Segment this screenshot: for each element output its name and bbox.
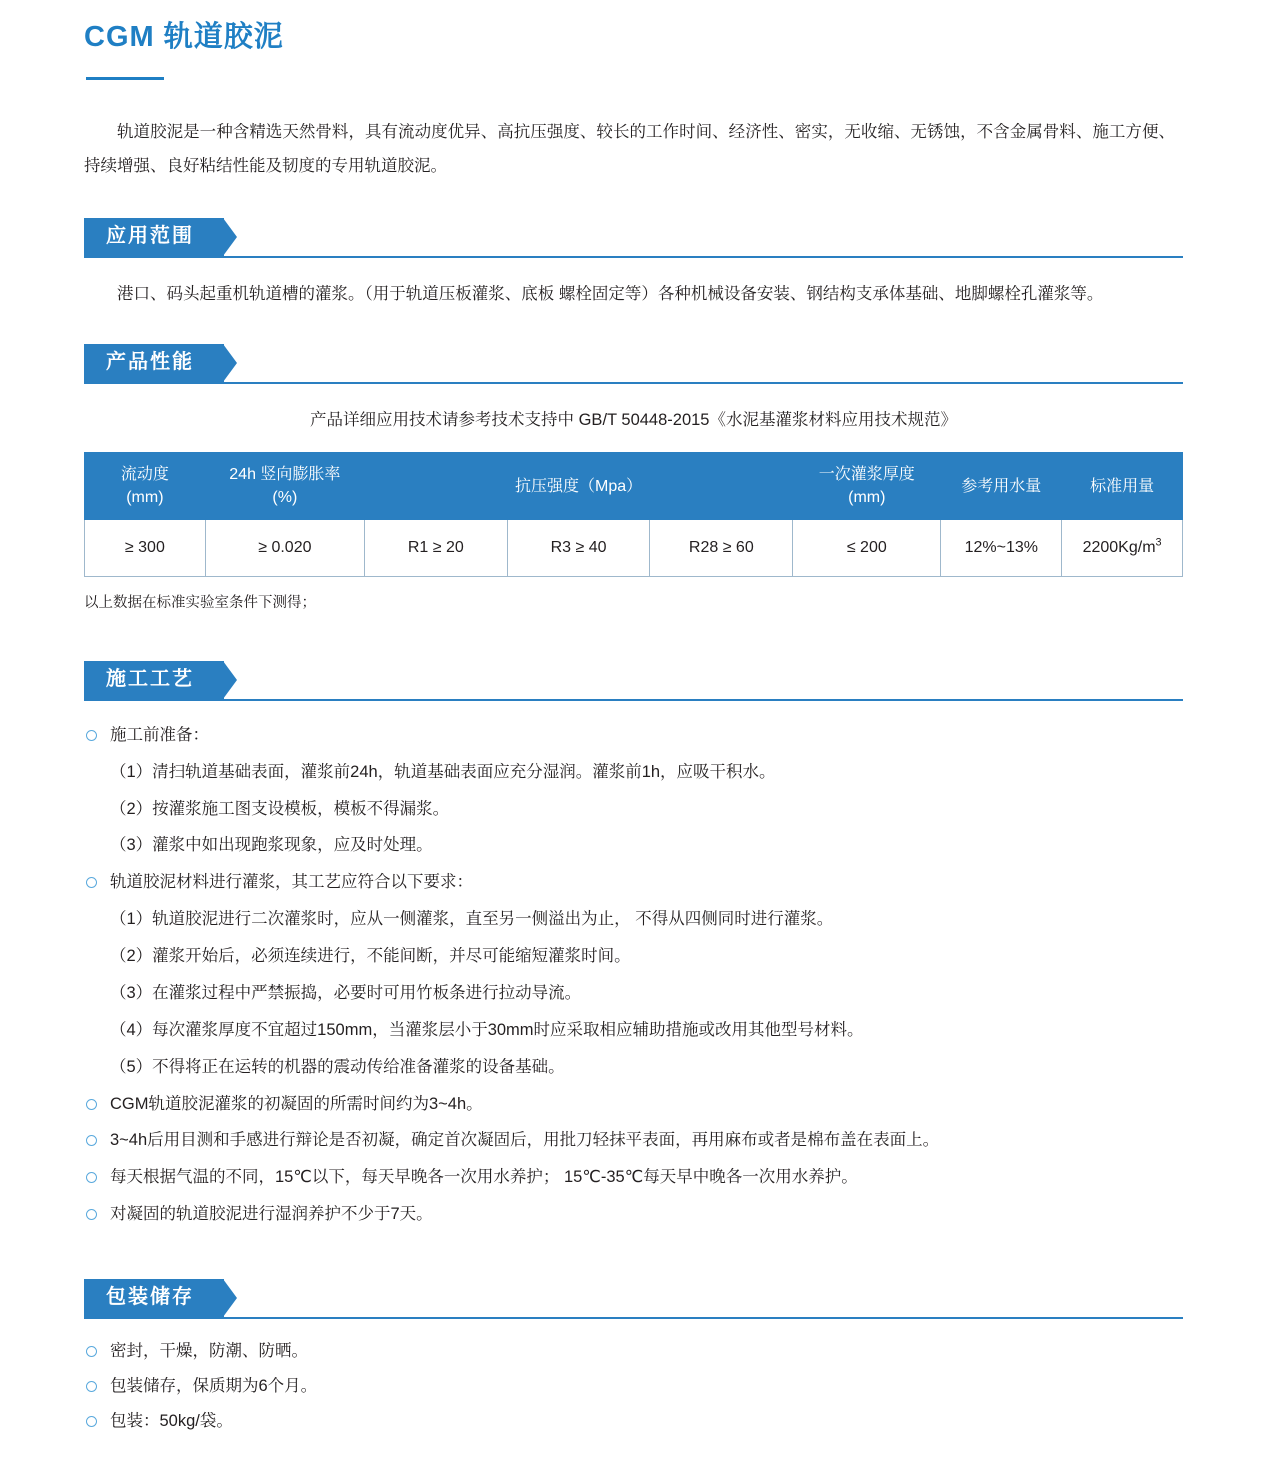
cell-water: 12%~13% (941, 520, 1062, 576)
list-item: （2）按灌浆施工图支设模板，模板不得漏浆。 (110, 799, 450, 818)
col-dosage: 标准用量 (1062, 452, 1183, 519)
section-performance-header (84, 344, 1183, 382)
page-title: CGM 轨道胶泥 (84, 21, 284, 53)
list-item: 包装：50kg/袋。 (84, 1407, 1183, 1436)
list-item: 3~4h后用目测和手感进行辩论是否初凝，确定首次凝固后，用批刀轻抹平表面，再用麻布或者是棉布盖在表面上。 (84, 1126, 1183, 1155)
list-item: 包装储存，保质期为6个月。 (84, 1372, 1183, 1401)
intro-paragraph: 轨道胶泥是一种含精选天然骨料，具有流动度优异、高抗压强度、较长的工作时间、经济性、密实，无收缩、无锈蚀，不含金属骨料、施工方便、持续增强、良好粘结性能及韧度的专用轨道胶泥。 (84, 123, 1175, 175)
list-item: 每天根据气温的不同，15℃以下，每天早晚各一次用水养护； 15℃-35℃每天早中晚各一次用水养护。 (84, 1163, 1183, 1192)
scope-text: 港口、码头起重机轨道槽的灌浆。（用于轨道压板灌浆、底板 螺栓固定等）各种机械设备安装、钢结构支承体基础、地脚螺栓孔灌浆等。 (117, 284, 1104, 303)
list-item: （1）清扫轨道基础表面，灌浆前24h，轨道基础表面应充分湿润。灌浆前1h，应吸干积水。 (110, 762, 776, 781)
section-process-rule (84, 699, 1183, 701)
col-thickness-line1: 一次灌浆厚度 (818, 465, 915, 483)
section-process-body (84, 721, 1183, 1229)
cell-r28: R28 ≥ 60 (650, 520, 793, 576)
table-header-row (85, 452, 1183, 519)
section-packaging-body (84, 1337, 1183, 1436)
cell-r1: R1 ≥ 20 (364, 520, 507, 576)
list-item: 轨道胶泥材料进行灌浆，其工艺应符合以下要求： (84, 868, 1183, 897)
list-item: （1）轨道胶泥进行二次灌浆时，应从一侧灌浆，直至另一侧溢出为止， 不得从四侧同时进行灌浆。 (110, 910, 834, 929)
cell-r3: R3 ≥ 40 (507, 520, 650, 576)
section-performance-rule (84, 382, 1183, 384)
col-thickness (793, 452, 941, 519)
performance-footnote: 以上数据在标准实验室条件下测得； (84, 594, 316, 611)
cell-dosage-sup: 3 (1155, 537, 1162, 550)
cell-dosage-value: 2200Kg/m (1082, 539, 1156, 557)
section-packaging (84, 1279, 1183, 1436)
col-expansion-line1: 24h 竖向膨胀率 (229, 465, 341, 483)
list-item: 对凝固的轨道胶泥进行湿润养护不少于7天。 (84, 1200, 1183, 1229)
col-flow-line1: 流动度 (120, 465, 169, 483)
list-item: （3）在灌浆过程中严禁振捣，必要时可用竹板条进行拉动导流。 (110, 983, 582, 1002)
section-scope-rule (84, 256, 1183, 258)
section-packaging-header (84, 1279, 1183, 1317)
performance-table (84, 452, 1183, 577)
col-thickness-line2: (mm) (848, 489, 886, 507)
list-item: CGM轨道胶泥灌浆的初凝固的所需时间约为3~4h。 (84, 1090, 1183, 1119)
section-performance (84, 344, 1183, 617)
list-item: （3）灌浆中如出现跑浆现象，应及时处理。 (110, 836, 433, 855)
list-item: 密封，干燥，防潮、防晒。 (84, 1337, 1183, 1366)
col-strength: 抗压强度（Mpa） (364, 452, 792, 519)
section-scope-title: 应用范围 (84, 218, 224, 256)
cell-flow: ≥ 300 (85, 520, 206, 576)
section-process-header (84, 661, 1183, 699)
col-expansion-line2: (%) (272, 489, 298, 507)
table-row (85, 520, 1183, 576)
section-scope (84, 218, 1183, 310)
list-item: （5）不得将正在运转的机器的震动传给准备灌浆的设备基础。 (110, 1057, 565, 1076)
list-item: （4）每次灌浆厚度不宜超过150mm，当灌浆层小于30mm时应采取相应辅助措施或改用其他型号材料。 (110, 1020, 864, 1039)
col-flow (85, 452, 206, 519)
section-process (84, 661, 1183, 1229)
section-scope-header (84, 218, 1183, 256)
packaging-list (84, 1337, 1183, 1436)
section-performance-body (84, 404, 1183, 617)
section-process-title: 施工工艺 (84, 661, 224, 699)
cell-dosage (1062, 520, 1183, 576)
section-packaging-rule (84, 1317, 1183, 1319)
list-item: （2）灌浆开始后，必须连续进行，不能间断，并尽可能缩短灌浆时间。 (110, 947, 631, 966)
col-expansion (205, 452, 364, 519)
title-underline (86, 77, 164, 80)
section-packaging-title: 包装储存 (84, 1279, 224, 1317)
col-water: 参考用水量 (941, 452, 1062, 519)
col-flow-line2: (mm) (126, 489, 164, 507)
performance-standard-note: 产品详细应用技术请参考技术支持中 GB/T 50448-2015《水泥基灌浆材料应用技术规范》 (310, 410, 957, 429)
cell-thickness: ≤ 200 (793, 520, 941, 576)
list-item: 施工前准备： (84, 721, 1183, 750)
cell-expansion: ≥ 0.020 (205, 520, 364, 576)
process-list (84, 721, 1183, 1229)
section-performance-title: 产品性能 (84, 344, 224, 382)
section-scope-body (84, 278, 1183, 310)
